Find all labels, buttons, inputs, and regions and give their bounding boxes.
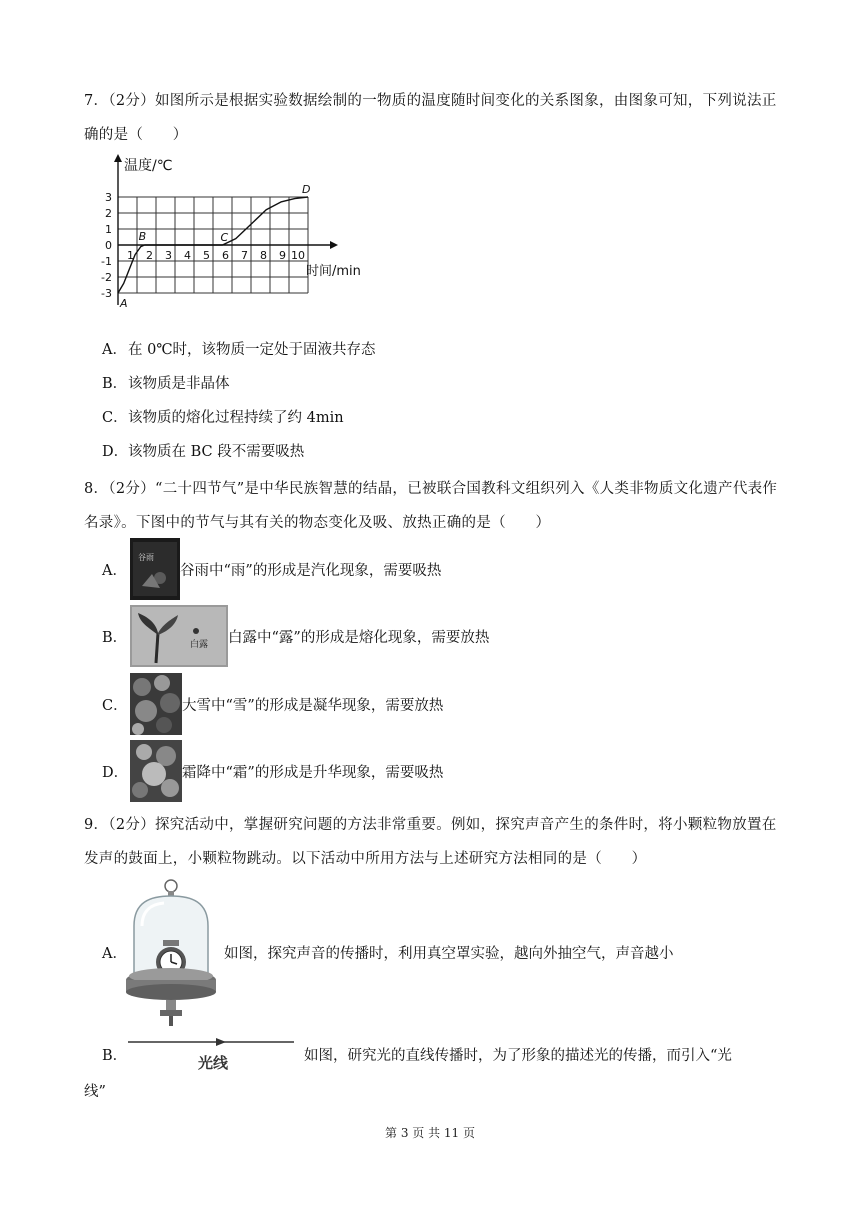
y-tick-label: 2 [105, 207, 112, 220]
temperature-time-chart [96, 152, 366, 332]
q9-option-b-continued: 线” [84, 1084, 106, 1100]
question-7-stem: 7．（2分）如图所示是根据实验数据绘制的一物质的温度随时间变化的关系图象，由图象可知，下列说法正确的是（ ） [84, 93, 777, 143]
q8-option-d[interactable]: D． 霜降中“霜”的形成是升华现象，需要吸热 [102, 740, 443, 802]
q9-option-b[interactable]: 如图，研究光的直线传播时，为了形象的描述光的传播，而引入“光 [304, 1048, 732, 1064]
x-tick-label: 8 [260, 249, 267, 262]
x-tick-label: 3 [165, 249, 172, 262]
guyu-solar-term-image [130, 538, 180, 600]
question-9-stem: 9．（2分）探究活动中，掌握研究问题的方法非常重要。例如，探究声音产生的条件时，将小颗粒物放置在发声的鼓面上，小颗粒物跳动。以下活动中所用方法与上述研究方法相同的是（ ） [84, 817, 777, 867]
x-axis-arrow [330, 241, 338, 249]
shuangjiang-solar-term-image [130, 740, 182, 802]
x-tick-label: 5 [203, 249, 210, 262]
q7-option-c[interactable]: C．该物质的熔化过程持续了约 4min [102, 410, 344, 426]
q8-option-b[interactable]: B． 白露 白露中“露”的形成是熔化现象，需要放热 [102, 605, 489, 667]
bailu-image-label: 白露 [190, 640, 209, 650]
light-ray-diagram[interactable] [128, 1032, 296, 1078]
point-label-a: A [120, 297, 128, 310]
y-tick-label: -1 [101, 255, 112, 268]
x-tick-label: 4 [184, 249, 191, 262]
y-tick-label: 3 [105, 191, 112, 204]
y-axis-arrow [114, 154, 122, 162]
y-tick-label: -3 [101, 287, 112, 300]
y-axis-label: 温度/℃ [124, 158, 173, 174]
q9-option-a[interactable]: 如图，探究声音的传播时，利用真空罩实验，越向外抽空气，声音越小 [224, 946, 674, 962]
q7-option-d[interactable]: D．该物质在 BC 段不需要吸热 [102, 444, 305, 460]
light-ray-label: 光线 [198, 1054, 229, 1072]
q8-option-a[interactable]: A． 谷雨 谷雨中“雨”的形成是汽化现象，需要吸热 [102, 538, 441, 600]
x-tick-label: 6 [222, 249, 229, 262]
y-tick-label: 0 [105, 239, 112, 252]
page-footer: 第 3 页 共 11 页 [385, 1126, 475, 1140]
guyu-image-label: 谷雨 [138, 553, 154, 562]
bailu-solar-term-image [130, 605, 228, 667]
vacuum-bell-jar-image[interactable] [124, 876, 218, 1028]
q9-option-b-letter: B． [102, 1048, 128, 1064]
x-tick-label: 7 [241, 249, 248, 262]
x-tick-label: 1 [127, 249, 134, 262]
x-tick-label: 2 [146, 249, 153, 262]
q9-option-a-letter: A． [102, 946, 127, 962]
q8-option-c[interactable]: C． 大雪中“雪”的形成是凝华现象，需要放热 [102, 673, 443, 735]
q7-option-a[interactable]: A．在 0℃时，该物质一定处于固液共存态 [102, 342, 376, 358]
x-tick-label: 10 [291, 249, 305, 262]
point-label-d: D [302, 183, 311, 196]
daxue-solar-term-image [130, 673, 182, 735]
q7-option-b[interactable]: B．该物质是非晶体 [102, 376, 230, 392]
x-tick-label: 9 [279, 249, 286, 262]
x-axis-label: 时间/min [306, 264, 361, 279]
point-label-b: B [138, 230, 147, 243]
point-label-c: C [220, 231, 229, 244]
question-8-stem: 8．（2分）“二十四节气”是中华民族智慧的结晶，已被联合国教科文组织列入《人类非物质文化遗产代表作名录》。下图中的节气与其有关的物态变化及吸、放热正确的是（ ） [84, 481, 778, 531]
y-tick-label: 1 [105, 223, 112, 236]
y-tick-label: -2 [101, 271, 112, 284]
